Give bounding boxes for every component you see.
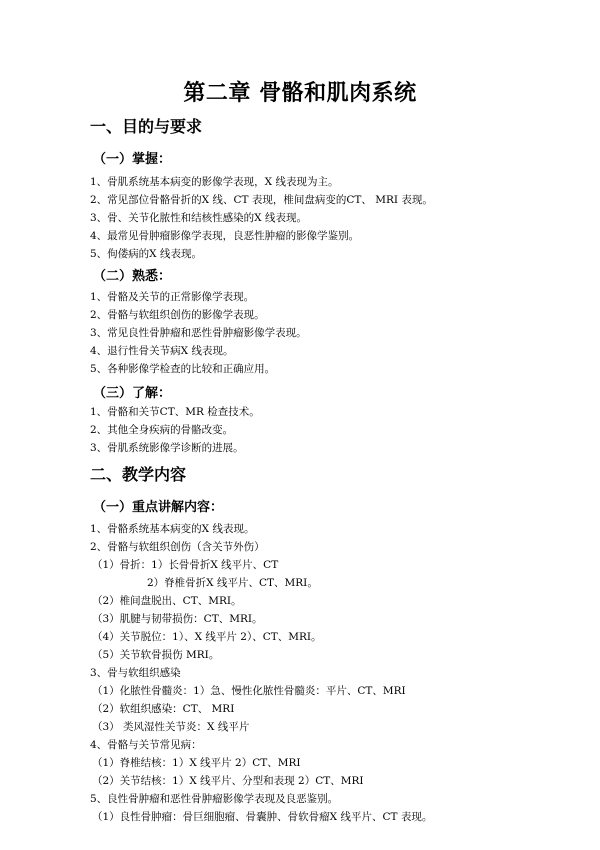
list-item: 5、佝偻病的X 线表现。	[90, 248, 202, 260]
list-item: 1、骨骼及关节的正常影像学表现。	[90, 291, 255, 303]
list-item: （1）脊椎结核：1）X 线平片 2）CT、MRI	[92, 757, 301, 769]
section-heading-goals: 一、目的与要求	[90, 117, 203, 136]
subsection-heading-familiar: （二）熟悉：	[93, 269, 172, 284]
section-heading-content: 二、教学内容	[90, 465, 187, 484]
list-item: 3、骨、关节化脓性和结核性感染的X 线表现。	[90, 212, 307, 224]
list-item: （2）关节结核：1）X 线平片、分型和表现 2）CT、MRI	[92, 775, 364, 787]
list-item: 2、常见部位骨骼骨折的X 线、CT 表现，椎间盘病变的CT、 MRI 表现。	[90, 194, 433, 206]
list-item: 2、其他全身疾病的骨骼改变。	[90, 424, 234, 436]
subsection-heading-key-content: （一）重点讲解内容：	[93, 500, 224, 515]
list-item: 2、骨骼与软组织创伤的影像学表现。	[90, 309, 265, 321]
list-item: （4）关节脱位：1）、X 线平片 2）、CT、MRI。	[92, 631, 322, 643]
list-item: 2、骨骼与软组织创伤（含关节外伤）	[90, 541, 265, 553]
list-item: （5）关节软骨损伤 MRI。	[92, 649, 220, 661]
list-item: 5、各种影像学检查的比较和正确应用。	[90, 363, 276, 375]
list-item: 3、骨与软组织感染	[90, 667, 181, 679]
chapter-title: 第二章 骨骼和肌肉系统	[183, 81, 417, 106]
subsection-heading-master: （一）掌握：	[93, 152, 172, 167]
list-item: （1）骨折：1）长骨骨折X 线平片、CT	[92, 559, 279, 571]
list-item: 1、骨骼系统基本病变的X 线表现。	[90, 523, 255, 535]
subsection-heading-understand: （三）了解：	[93, 386, 172, 401]
list-item: 1、骨肌系统基本病变的影像学表现，X 线表现为主。	[90, 176, 339, 188]
list-item: （3） 类风湿性关节炎：X 线平片	[92, 721, 250, 733]
list-item: （1）良性骨肿瘤：骨巨细胞瘤、骨囊肿、骨软骨瘤X 线平片、CT 表现。	[92, 811, 433, 823]
list-item: 4、退行性骨关节病X 线表现。	[90, 345, 234, 357]
list-item: （3）肌腱与韧带损伤：CT、MRI。	[92, 613, 263, 625]
list-item: 1、骨骼和关节CT、MR 检查技术。	[90, 406, 260, 418]
list-item: 4、最常见骨肿瘤影像学表现，良恶性肿瘤的影像学鉴别。	[90, 230, 360, 242]
list-item: （2）椎间盘脱出、CT、MRI。	[92, 595, 242, 607]
list-item: 5、良性骨肿瘤和恶性骨肿瘤影像学表现及良恶鉴别。	[90, 793, 339, 805]
list-item: （2）软组织感染：CT、 MRI	[92, 703, 235, 715]
list-item: 4、骨骼与关节常见病：	[90, 739, 202, 751]
list-item: 3、骨肌系统影像学诊断的进展。	[90, 442, 244, 454]
list-item: 2）脊椎骨折X 线平片、CT、MRI。	[147, 577, 318, 589]
list-item: 3、常见良性骨肿瘤和恶性骨肿瘤影像学表现。	[90, 327, 307, 339]
list-item: （1）化脓性骨髓炎：1）急、慢性化脓性骨髓炎：平片、CT、MRI	[92, 685, 406, 697]
